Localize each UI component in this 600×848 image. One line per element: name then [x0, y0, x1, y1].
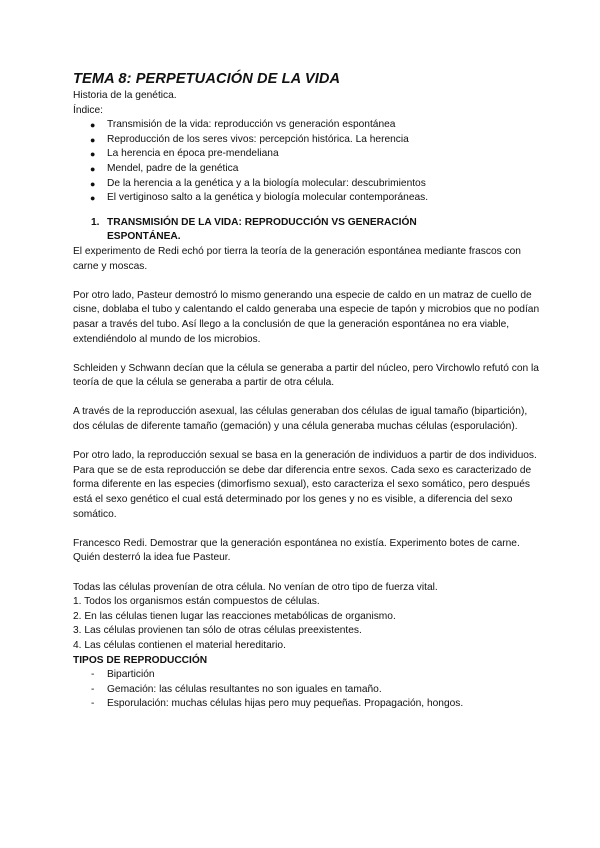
- dash-bullet: -: [91, 683, 95, 695]
- list-item: 4. Las células contienen el material hereditario.: [73, 639, 286, 651]
- cell-theory-list: [73, 595, 543, 653]
- index-item: ● Mendel, padre de la genética: [73, 162, 543, 177]
- bullet-icon: ●: [90, 163, 96, 174]
- reproduction-types-heading: TIPOS DE REPRODUCCIÓN: [73, 654, 208, 666]
- cell-theory-intro: Todas las células provenían de otra célula. No venían de otro tipo de fuerza vital.: [73, 581, 438, 593]
- index-item: ● Reproducción de los seres vivos: percepción histórica. La herencia: [73, 133, 543, 148]
- paragraph-redi: El experimento de Redi echó por tierra la teoría de la generación espontánea mediante frascos con carne y moscas.: [73, 245, 521, 272]
- paragraph-pasteur: Por otro lado, Pasteur demostró lo mismo generando una especie de caldo en un matraz de cuello de cisne, doblaba el tubo y calentando el caldo generaba una especie de tapón y microbios que no podían pasar a través del tubo. Así llego a la conclusión de que la generación espontánea no era viable, extendiéndolo al mundo de los microbios.: [73, 289, 540, 345]
- bullet-icon: ●: [90, 134, 96, 145]
- reproduction-types-list: [73, 668, 543, 712]
- dash-bullet: -: [91, 669, 95, 681]
- section-1-heading: [73, 216, 543, 245]
- document-subtitle: Historia de la genética.: [73, 90, 177, 101]
- bullet-icon: ●: [90, 193, 96, 204]
- bullet-icon: ●: [90, 120, 96, 131]
- section-heading-text: TRANSMISIÓN DE LA VIDA: REPRODUCCIÓN VS GENERACIÓN ESPONTÁNEA.: [107, 216, 417, 243]
- list-item: 1. Todos los organismos están compuestos de células.: [73, 596, 320, 608]
- document-title: TEMA 8: PERPETUACIÓN DE LA VIDA: [73, 71, 341, 87]
- list-item: - Esporulación: muchas células hijas pero muy pequeñas. Propagación, hongos.: [73, 697, 543, 712]
- index-item: ● La herencia en época pre-mendeliana: [73, 147, 543, 162]
- document-content: [73, 70, 543, 712]
- list-item: 2. En las células tienen lugar las reacciones metabólicas de organismo.: [73, 610, 396, 622]
- index-list: [73, 118, 543, 206]
- list-item: - Gemación: las células resultantes no son iguales en tamaño.: [73, 683, 543, 698]
- index-item: ● Transmisión de la vida: reproducción vs generación espontánea: [73, 118, 543, 133]
- index-item: ● De la herencia a la genética y a la biología molecular: descubrimientos: [73, 177, 543, 192]
- bullet-icon: ●: [90, 178, 96, 189]
- list-item: - Bipartición: [73, 668, 543, 683]
- paragraph-sexual-reproduction: Por otro lado, la reproducción sexual se basa en la generación de individuos a partir de dos individuos. Para que se de esta reproducción se debe dar diferencia entre sexos. Cada sexo es caracterizado de forma diferente en las especies (dimorfismo sexual), esto caracteriza el sexo somático, pero después está el sexo genético el cual está determinado por los genes y no es visible, a diferencia del sexo somático.: [73, 450, 537, 520]
- bullet-icon: ●: [90, 149, 96, 160]
- note-pasteur: Quién desterró la idea fue Pasteur.: [73, 552, 231, 564]
- paragraph-schleiden-schwann: Schleiden y Schwann decían que la célula se generaba a partir del núcleo, pero Virchowlo refutó con la teoría de que la célula se generaba a partir de otra célula.: [73, 362, 539, 389]
- index-item: ● El vertiginoso salto a la genética y biología molecular contemporáneas.: [73, 191, 543, 206]
- note-redi: Francesco Redi. Demostrar que la generación espontánea no existía. Experimento botes de carne.: [73, 537, 520, 549]
- index-label: Índice:: [73, 104, 104, 116]
- paragraph-asexual-reproduction: A través de la reproducción asexual, las células generaban dos células de igual tamaño (bipartición), dos células de diferente tamaño (gemación) y una célula generaba muchas células (esporulación).: [73, 406, 528, 433]
- section-number: 1.: [91, 216, 100, 228]
- dash-bullet: -: [91, 698, 95, 710]
- list-item: 3. Las células provienen tan sólo de otras células preexistentes.: [73, 625, 362, 637]
